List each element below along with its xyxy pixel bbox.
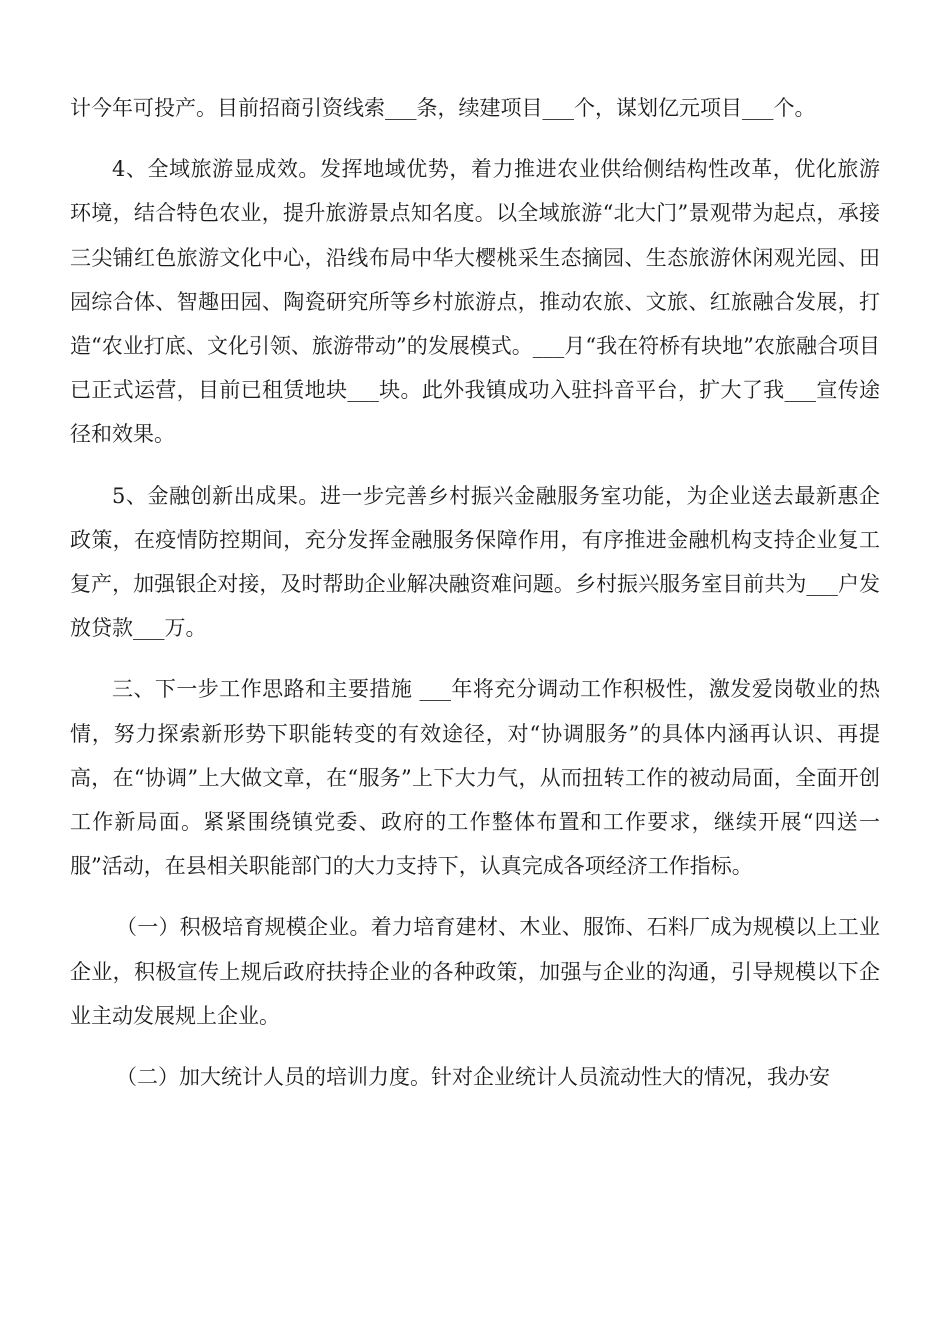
paragraph-finance: 5、金融创新出成果。进一步完善乡村振兴金融服务室功能，为企业送去最新惠企政策，在疫情防控期间，充分发挥金融服务保障作用，有序推进金融机构支持企业复工复产，加强银企对接，及时帮助企业解决融资难问题。乡村振兴服务室目前共为___户发放贷款___万。 bbox=[70, 483, 880, 641]
paragraph-continuation: 计今年可投产。目前招商引资线索___条，续建项目___个，谋划亿元项目___个。 bbox=[70, 96, 816, 120]
paragraph-tourism: 4、全域旅游显成效。发挥地域优势，着力推进农业供给侧结构性改革，优化旅游环境，结合特色农业，提升旅游景点知名度。以全域旅游“北大门”景观带为起点，承接三尖铺红色旅游文化中心，沿线布局中华大樱桃采生态摘园、生态旅游休闲观光园、田园综合体、智趣田园、陶瓷研究所等乡村旅游点，推动农旅、文旅、红旅融合发展，打造“农业打底、文化引领、旅游带动”的发展模式。___月“我在符桥有块地”农旅融合项目已正式运营，目前已租赁地块___块。此外我镇成功入驻抖音平台，扩大了我___宣传途径和效果。 bbox=[70, 157, 880, 447]
paragraph-cultivate-enterprises: （一）积极培育规模企业。着力培育建材、木业、服饰、石料厂成为规模以上工业企业，积极宣传上规后政府扶持企业的各种政策，加强与企业的沟通，引导规模以下企业主动发展规上企业。 bbox=[70, 915, 880, 1028]
paragraph-statistics-training: （二）加大统计人员的培训力度。针对企业统计人员流动性大的情况，我办安 bbox=[116, 1065, 830, 1090]
paragraph-next-steps: 三、下一步工作思路和主要措施 ___年将充分调动工作积极性，激发爱岗敬业的热情，努力探索新形势下职能转变的有效途径，对“协调服务”的具体内涵再认识、再提高，在“协调”上大做文章，在“服务”上下大力气，从而扭转工作的被动局面，全面开创工作新局面。紧紧围绕镇党委、政府的工作整体布置和工作要求，继续开展“四送一服”活动，在县相关职能部门的大力支持下，认真完成各项经济工作指标。 bbox=[70, 677, 880, 879]
